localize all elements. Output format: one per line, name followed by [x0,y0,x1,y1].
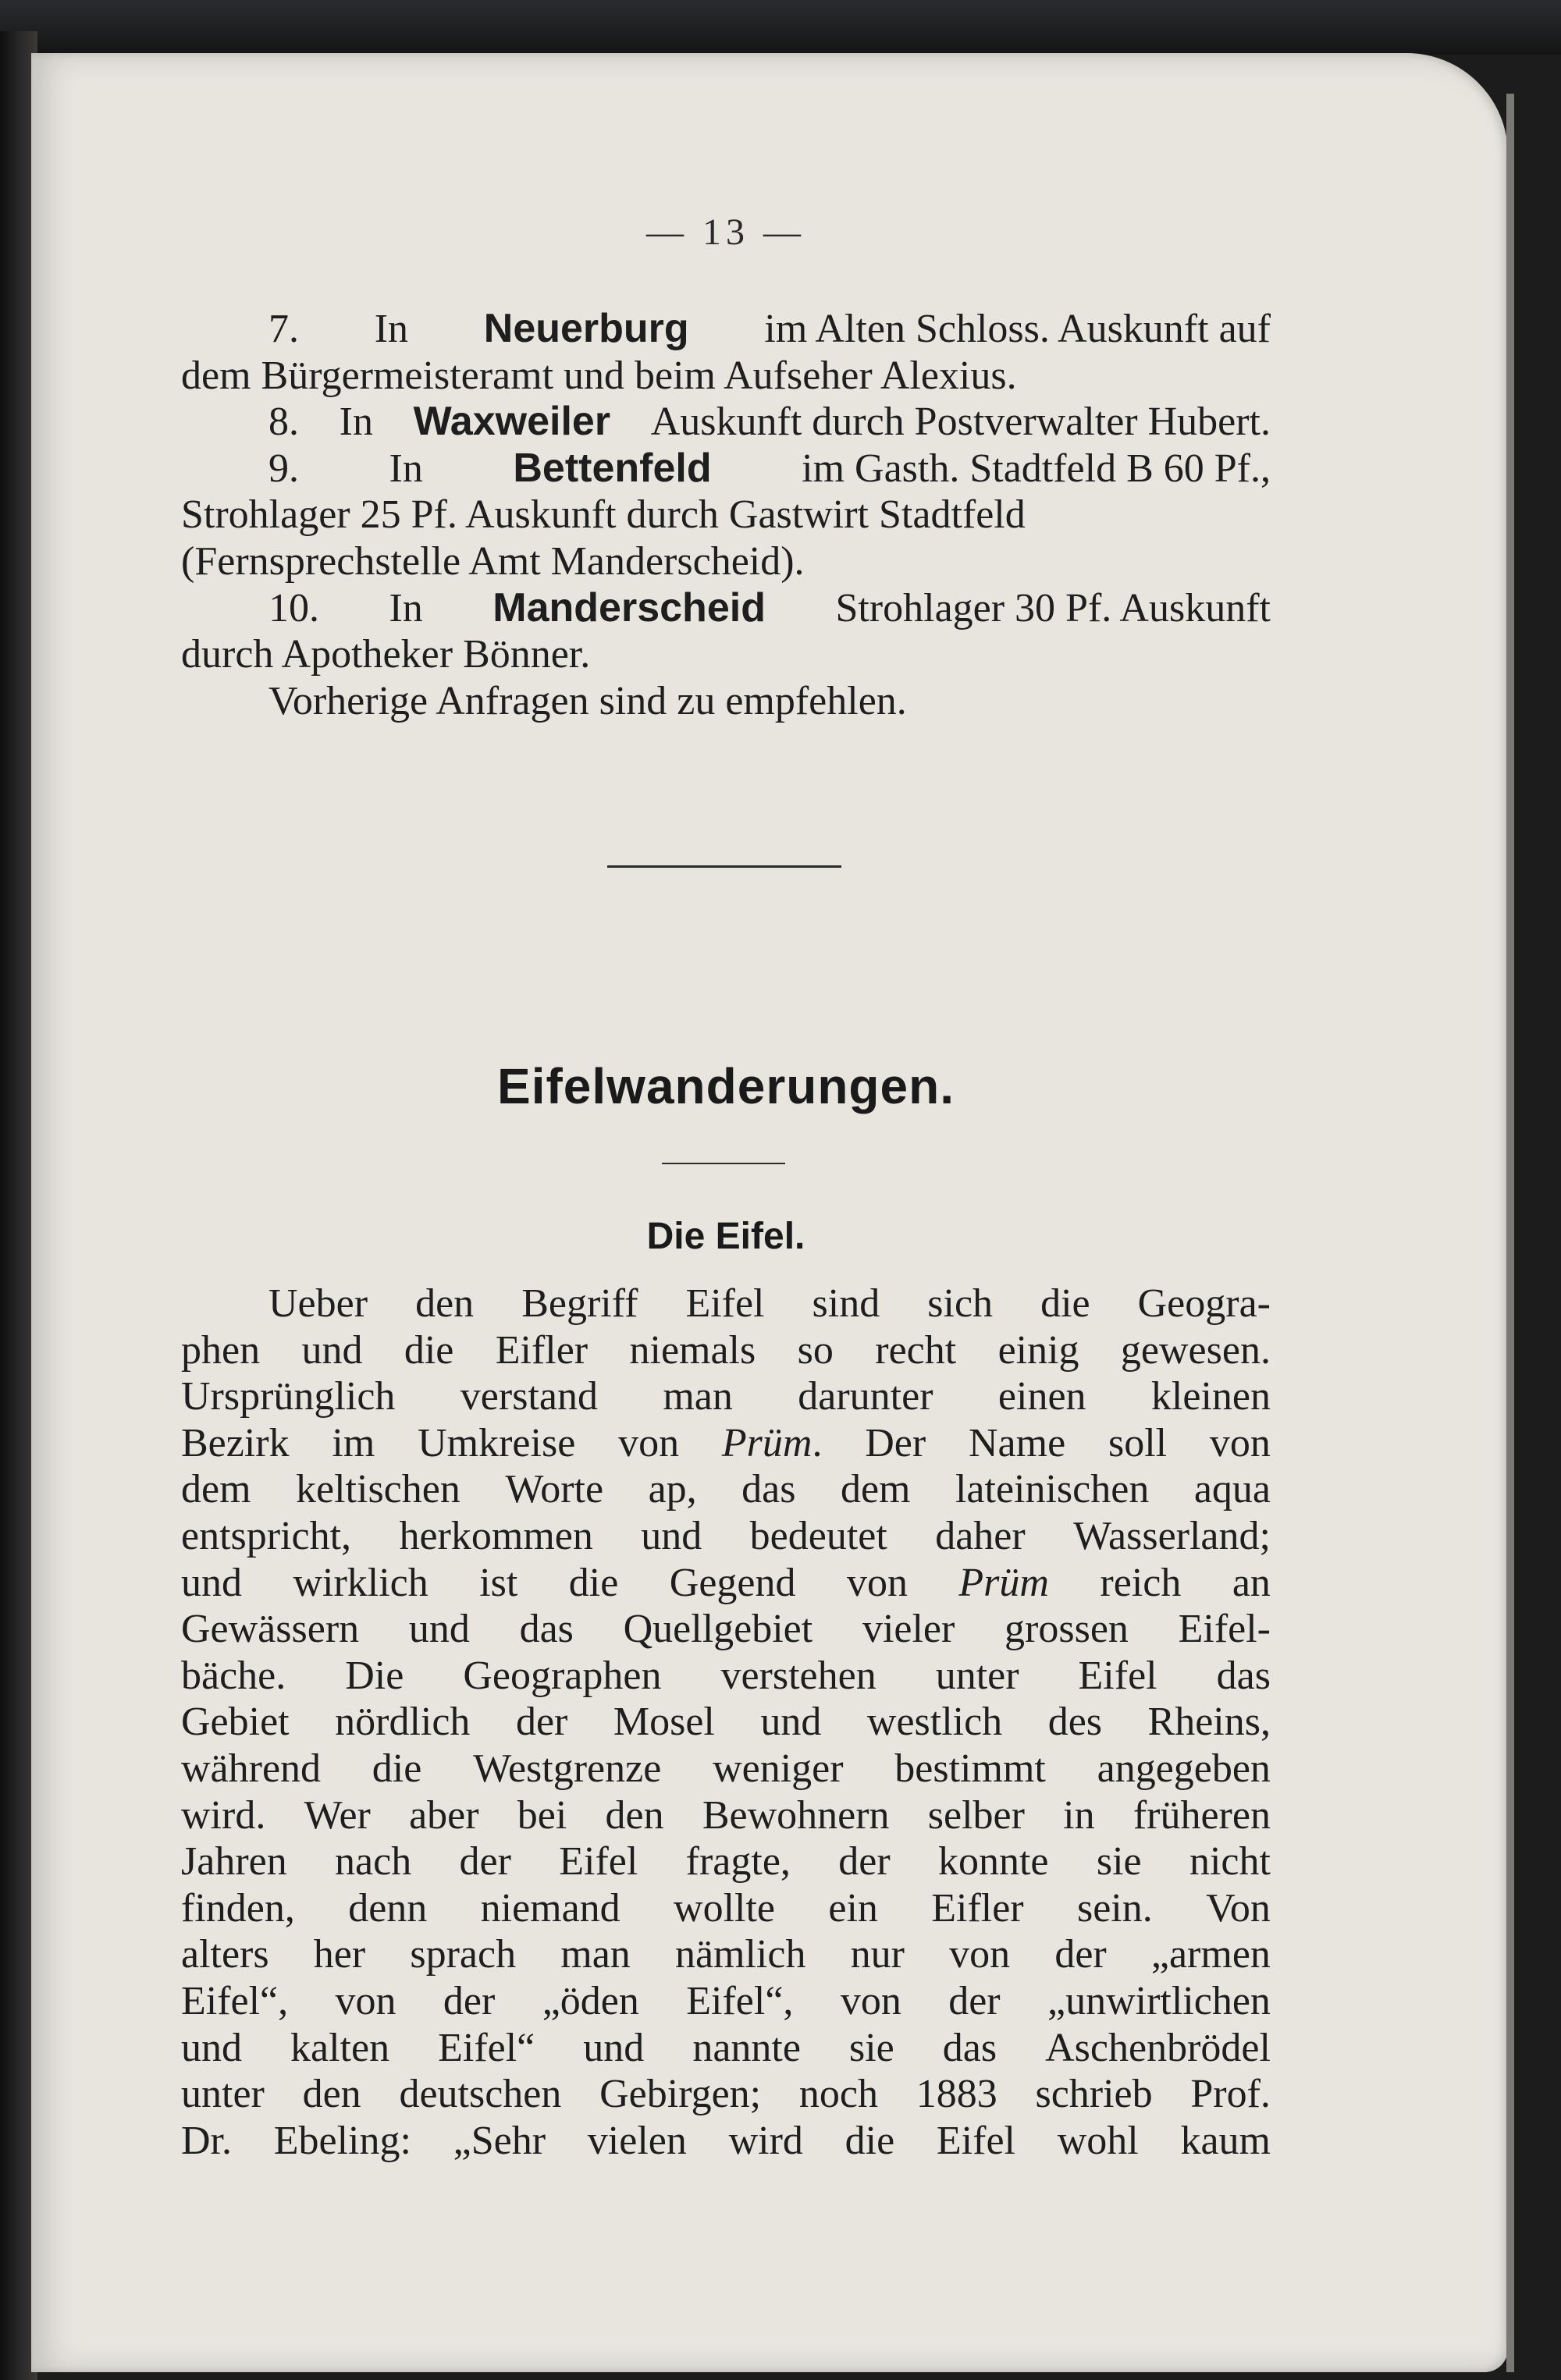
town-name: Neuerburg [483,306,689,351]
text-line: Eifel“, von der „öden Eifel“, von der „unwirtlichen [181,1978,1271,2023]
text-line: wird. Wer aber bei den Bewohnern selber in früheren [181,1792,1271,1838]
text-line: Ueber den Begriff Eifel sind sich die Geogra- [268,1281,1271,1326]
text-line: finden, denn niemand wollte ein Eifler sein. Von [181,1885,1271,1931]
section-title: Eifelwanderungen. [497,1058,955,1114]
section-divider [607,865,841,868]
text-line: dem keltischen Worte ap, das dem lateinischen aqua [181,1467,1271,1512]
body-paragraph [181,1281,1271,2164]
list-item: 8. In Waxweiler Auskunft durch Postverwalter Hubert. [268,399,1271,445]
text-line: Dr. Ebeling: „Sehr vielen wird die Eifel wohl kaum [181,2118,1271,2163]
list-item: 7. In Neuerburg im Alten Schloss. Auskunft auf [268,306,1271,351]
accommodation-list [181,306,1271,724]
list-item-continuation: (Fernsprechstelle Amt Manderscheid). [181,538,805,584]
page-number: — 13 — [646,211,805,253]
town-name: Waxweiler [413,399,611,445]
text-line: und kalten Eifel“ und nannte sie das Aschenbrödel [181,2025,1271,2070]
text-line: Bezirk im Umkreise von Prüm. Der Name soll von [181,1420,1271,1465]
subsection-title: Die Eifel. [646,1216,805,1257]
text-line: phen und die Eifler niemals so recht einig gewesen. [181,1327,1271,1373]
text-line: Gewässern und das Quellgebiet vieler grossen Eifel- [181,1607,1271,1652]
text-line: Jahren nach der Eifel fragte, der konnte sie nicht [181,1839,1271,1884]
text-line: bäche. Die Geographen verstehen unter Eifel das [181,1653,1271,1698]
text-line: und wirklich ist die Gegend von Prüm reich an [181,1560,1271,1605]
list-item-continuation: Strohlager 25 Pf. Auskunft durch Gastwirt Stadtfeld [181,492,1026,538]
closing-note: Vorherige Anfragen sind zu empfehlen. [268,678,907,723]
text-line: entspricht, herkommen und bedeutet daher Wasserland; [181,1513,1271,1558]
title-divider [662,1163,785,1164]
text-line: während die Westgrenze weniger bestimmt angegeben [181,1746,1271,1791]
text-line: Gebiet nördlich der Mosel und westlich des Rheins, [181,1700,1271,1745]
town-name: Manderscheid [492,584,766,631]
text-line: Ursprünglich verstand man darunter einen kleinen [181,1374,1271,1419]
text-line: alters her sprach man nämlich nur von der „armen [181,1932,1271,1977]
list-item: 10. In Manderscheid Strohlager 30 Pf. Auskunft [268,584,1271,631]
list-item: 9. In Bettenfeld im Gasth. Stadtfeld B 60 Pf., [268,445,1271,491]
list-item-continuation: durch Apotheker Bönner. [181,632,591,677]
list-item-continuation: dem Bürgermeisteramt und beim Aufseher Alexius. [181,353,1017,398]
text-line: unter den deutschen Gebirgen; noch 1883 schrieb Prof. [181,2072,1271,2117]
page-edge [1506,94,1514,2372]
town-name: Bettenfeld [513,445,712,491]
book-cover-edge [0,0,1561,55]
